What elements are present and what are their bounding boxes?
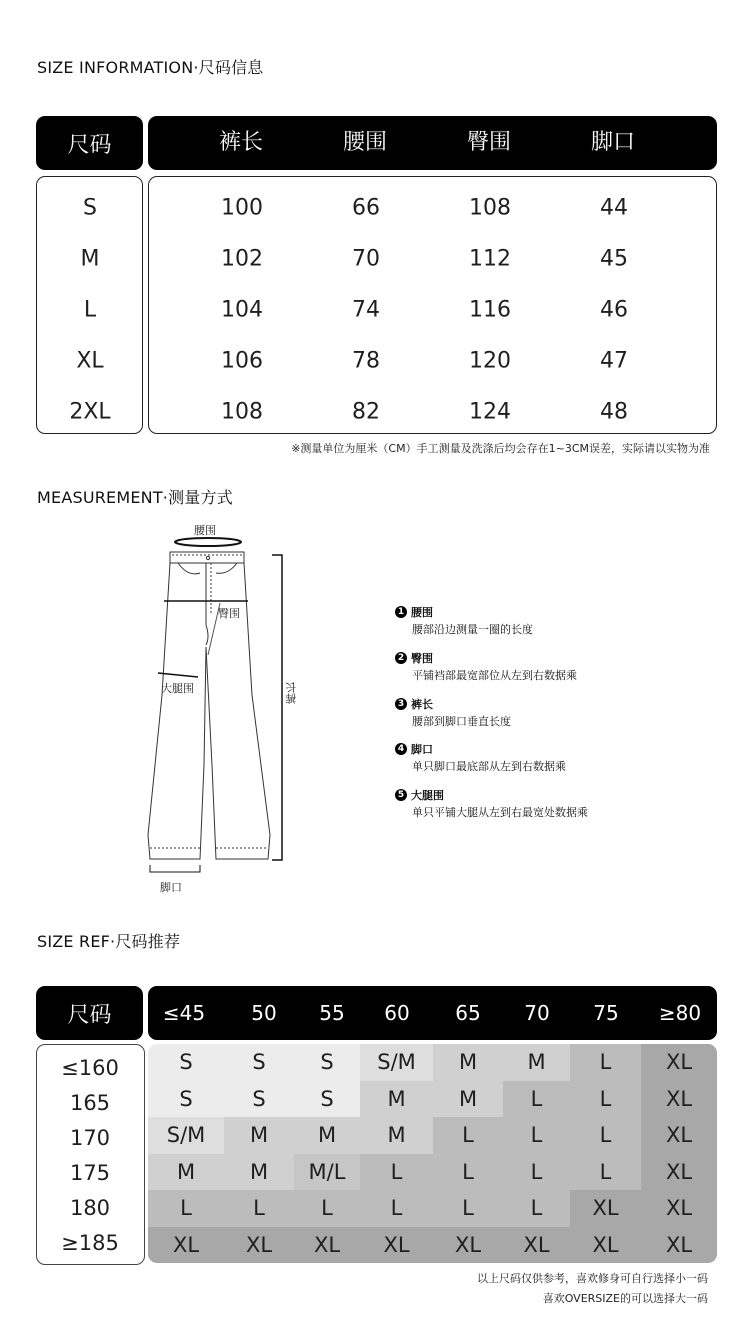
size-info-column-header [148, 116, 717, 170]
size-label: 2XL [69, 399, 111, 425]
hem-measure-line [150, 865, 200, 872]
table-cell: 66 [352, 195, 380, 221]
legend-title: 腰围 [411, 606, 433, 619]
table-cell: 44 [600, 195, 628, 221]
legend-item-hem [395, 741, 566, 774]
size-ref-title: SIZE REF·尺码推荐 [37, 932, 181, 951]
size-ref-cell: L [570, 1154, 641, 1191]
size-ref-cell: XL [433, 1227, 503, 1264]
height-label: 180 [69, 1195, 111, 1220]
size-ref-cell: L [294, 1190, 360, 1227]
table-cell: 106 [221, 348, 263, 374]
size-label: M [80, 246, 100, 272]
size-ref-cell: S [148, 1081, 224, 1118]
size-ref-cell: XL [570, 1227, 641, 1264]
legend-title: 大腿围 [411, 789, 444, 802]
size-label: S [83, 195, 97, 221]
number-badge: 4 [395, 743, 407, 755]
diagram-label-hem: 脚口 [160, 881, 182, 894]
size-ref-cell: L [570, 1044, 641, 1081]
size-ref-cell: L [148, 1190, 224, 1227]
height-label: 170 [69, 1125, 111, 1150]
waist-measure-line [175, 538, 241, 546]
diagram-label-length: 裤长 [285, 682, 298, 704]
table-cell: 70 [352, 246, 380, 272]
size-ref-cell: XL [641, 1227, 717, 1264]
table-cell: 124 [469, 399, 511, 425]
table-cell: 102 [221, 246, 263, 272]
weight-header-cell: 50 [251, 1001, 277, 1025]
height-label: 175 [69, 1160, 111, 1185]
size-ref-cell: XL [360, 1227, 433, 1264]
weight-header-cell: ≥80 [658, 1001, 702, 1025]
diagram-label-hip: 臀围 [218, 607, 240, 620]
size-ref-cell: L [360, 1154, 433, 1191]
size-ref-cell: L [503, 1154, 570, 1191]
weight-header-cell: 65 [455, 1001, 481, 1025]
size-ref-cell: M [360, 1081, 433, 1118]
size-ref-cell: M [433, 1044, 503, 1081]
size-ref-cell: S/M [360, 1044, 433, 1081]
size-ref-cell: S/M [148, 1117, 224, 1154]
legend-item-length [395, 696, 511, 729]
measurement-error-note: ※测量单位为厘米（CM）手工测量及洗涤后均会存在1~3CM误差，实际请以实物为准 [291, 442, 710, 455]
size-info-corner-header [36, 116, 143, 170]
size-label: XL [76, 348, 104, 374]
length-measure-line [272, 555, 282, 860]
size-ref-cell: XL [294, 1227, 360, 1264]
height-label: ≤160 [61, 1055, 119, 1080]
size-ref-cell: XL [641, 1081, 717, 1118]
size-ref-cell: L [503, 1081, 570, 1118]
size-ref-cell: L [433, 1154, 503, 1191]
table-cell: 116 [469, 297, 511, 323]
size-values [148, 176, 717, 434]
weight-header-cell: 70 [524, 1001, 550, 1025]
table-cell: 45 [600, 246, 628, 272]
table-cell: 100 [221, 195, 263, 221]
pants-diagram [140, 515, 320, 900]
size-ref-cell: M/L [294, 1154, 360, 1191]
size-ref-grid [148, 1044, 717, 1263]
legend-desc: 单只平铺大腿从左到右最宽处数据乘 [412, 806, 588, 819]
table-cell: 48 [600, 399, 628, 425]
table-cell: 78 [352, 348, 380, 374]
size-ref-cell: XL [224, 1227, 294, 1264]
diagram-label-waist: 腰围 [194, 524, 216, 537]
size-ref-cell: M [224, 1117, 294, 1154]
size-ref-cell: M [433, 1081, 503, 1118]
legend-title: 脚口 [411, 743, 433, 756]
height-column [36, 1044, 145, 1265]
size-ref-cell: M [503, 1044, 570, 1081]
table-cell: 82 [352, 399, 380, 425]
weight-header-cell: ≤45 [162, 1001, 206, 1025]
size-ref-cell: XL [503, 1227, 570, 1264]
size-ref-cell: XL [641, 1044, 717, 1081]
legend-item-waist [395, 604, 533, 637]
size-ref-cell: XL [641, 1154, 717, 1191]
weight-header-cell: 75 [593, 1001, 619, 1025]
size-ref-cell: L [503, 1190, 570, 1227]
size-ref-cell: S [148, 1044, 224, 1081]
size-ref-cell: M [294, 1117, 360, 1154]
legend-title: 臀围 [411, 652, 433, 665]
size-ref-note-2: 喜欢OVERSIZE的可以选择大一码 [542, 1292, 708, 1305]
legend-desc: 腰部到脚口垂直长度 [412, 715, 511, 728]
size-ref-cell: XL [148, 1227, 224, 1264]
size-ref-cell: S [294, 1044, 360, 1081]
weight-header [148, 986, 717, 1040]
table-cell: 108 [221, 399, 263, 425]
size-ref-cell: XL [570, 1190, 641, 1227]
table-cell: 108 [469, 195, 511, 221]
number-badge: 5 [395, 789, 407, 801]
size-ref-corner-header [36, 986, 143, 1040]
legend-item-thigh [395, 787, 588, 820]
column-header-waist: 腰围 [342, 130, 388, 155]
column-header-hip: 臀围 [466, 130, 512, 155]
weight-header-cell: 55 [319, 1001, 345, 1025]
left-leg-outline [148, 563, 206, 859]
legend-item-hip [395, 650, 577, 683]
number-badge: 2 [395, 652, 407, 664]
size-ref-cell: S [294, 1081, 360, 1118]
size-ref-cell: L [224, 1190, 294, 1227]
diagram-label-thigh: 大腿围 [161, 682, 194, 695]
legend-desc: 腰部沿边测量一圈的长度 [412, 623, 533, 636]
height-label: 165 [69, 1090, 111, 1115]
size-ref-cell: L [570, 1117, 641, 1154]
height-label: ≥185 [61, 1230, 119, 1255]
column-header-hem: 脚口 [590, 130, 636, 155]
number-badge: 1 [395, 606, 407, 618]
legend-desc: 单只脚口最底部从左到右数据乘 [412, 760, 566, 773]
size-ref-cell: S [224, 1044, 294, 1081]
column-header-length: 裤长 [218, 130, 264, 155]
size-ref-cell: M [224, 1154, 294, 1191]
size-info-title: SIZE INFORMATION·尺码信息 [37, 58, 264, 77]
number-badge: 3 [395, 698, 407, 710]
table-cell: 74 [352, 297, 380, 323]
table-cell: 47 [600, 348, 628, 374]
size-ref-cell: L [433, 1190, 503, 1227]
size-ref-cell: M [360, 1117, 433, 1154]
size-column [36, 176, 143, 434]
size-ref-cell: L [360, 1190, 433, 1227]
table-cell: 112 [469, 246, 511, 272]
legend-title: 裤长 [411, 698, 433, 711]
size-ref-cell: M [148, 1154, 224, 1191]
size-label: L [83, 297, 97, 323]
corner-label: 尺码 [67, 1002, 112, 1028]
table-cell: 46 [600, 297, 628, 323]
size-ref-cell: L [570, 1081, 641, 1118]
table-cell: 120 [469, 348, 511, 374]
size-ref-note-1: 以上尺码仅供参考，喜欢修身可自行选择小一码 [477, 1272, 708, 1285]
size-ref-cell: S [224, 1081, 294, 1118]
size-ref-cell: XL [641, 1117, 717, 1154]
measurement-title: MEASUREMENT·测量方式 [37, 488, 233, 507]
corner-label: 尺码 [67, 132, 112, 158]
size-ref-cell: XL [641, 1190, 717, 1227]
table-cell: 104 [221, 297, 263, 323]
weight-header-cell: 60 [384, 1001, 410, 1025]
size-ref-cell: L [433, 1117, 503, 1154]
legend-desc: 平铺裆部最宽部位从左到右数据乘 [412, 669, 577, 682]
size-ref-cell: L [503, 1117, 570, 1154]
thigh-measure-line [158, 673, 198, 677]
